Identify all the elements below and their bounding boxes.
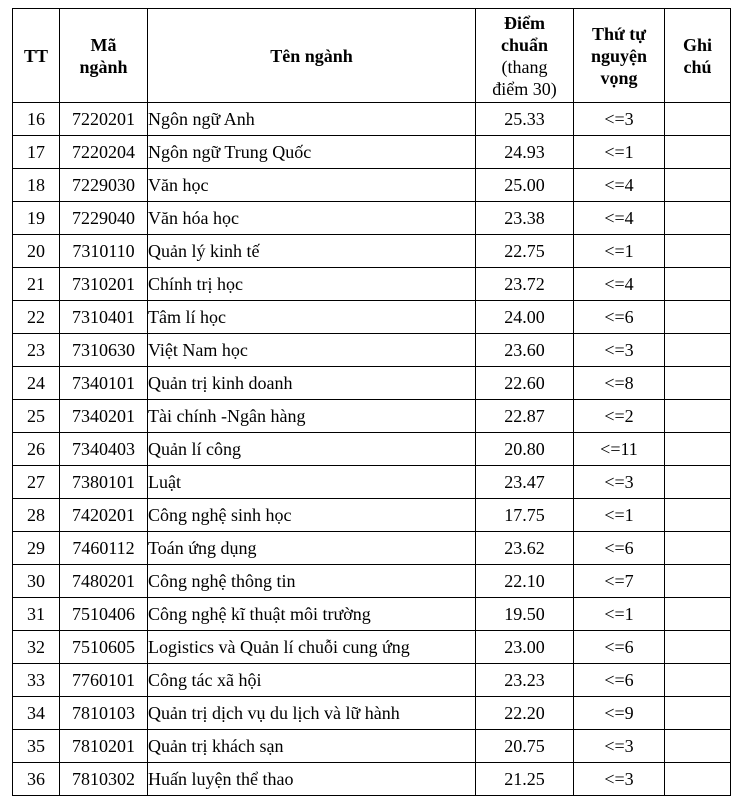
row-tt-cell: 24 [13, 367, 60, 400]
table-row [13, 532, 731, 565]
table-row [13, 136, 731, 169]
wish-order-cell: <=6 [574, 664, 665, 697]
major-name-cell: Văn hóa học [148, 202, 476, 235]
cutoff-score-cell: 25.00 [476, 169, 574, 202]
row-tt-cell: 25 [13, 400, 60, 433]
major-code-cell: 7229030 [60, 169, 148, 202]
table-row [13, 400, 731, 433]
cutoff-score-cell: 23.62 [476, 532, 574, 565]
wish-order-cell: <=1 [574, 235, 665, 268]
note-cell [665, 136, 731, 169]
wish-order-cell: <=4 [574, 202, 665, 235]
table-row [13, 169, 731, 202]
table-row [13, 466, 731, 499]
wish-order-cell: <=2 [574, 400, 665, 433]
header-order-line1: Thứ tự [591, 23, 647, 44]
wish-order-cell: <=3 [574, 730, 665, 763]
cutoff-score-cell: 19.50 [476, 598, 574, 631]
wish-order-cell: <=6 [574, 631, 665, 664]
note-cell [665, 301, 731, 334]
row-tt-cell: 28 [13, 499, 60, 532]
wish-order-cell: <=4 [574, 268, 665, 301]
major-name-cell: Quản trị khách sạn [148, 730, 476, 763]
wish-order-cell: <=1 [574, 499, 665, 532]
table-row [13, 730, 731, 763]
table-row [13, 367, 731, 400]
header-code [60, 9, 148, 103]
major-code-cell: 7460112 [60, 532, 148, 565]
major-code-cell: 7310110 [60, 235, 148, 268]
major-name-cell: Việt Nam học [148, 334, 476, 367]
major-name-cell: Công nghệ sinh học [148, 499, 476, 532]
row-tt-cell: 30 [13, 565, 60, 598]
major-code-cell: 7810201 [60, 730, 148, 763]
major-code-cell: 7220204 [60, 136, 148, 169]
major-code-cell: 7510406 [60, 598, 148, 631]
table-row [13, 763, 731, 796]
table-row [13, 268, 731, 301]
row-tt-cell: 19 [13, 202, 60, 235]
major-name-cell: Công nghệ kĩ thuật môi trường [148, 598, 476, 631]
cutoff-score-cell: 20.75 [476, 730, 574, 763]
note-cell [665, 631, 731, 664]
row-tt-cell: 32 [13, 631, 60, 664]
note-cell [665, 697, 731, 730]
row-tt-cell: 33 [13, 664, 60, 697]
note-cell [665, 532, 731, 565]
major-name-cell: Ngôn ngữ Anh [148, 103, 476, 136]
wish-order-cell: <=3 [574, 466, 665, 499]
major-name-cell: Huấn luyện thể thao [148, 763, 476, 796]
table-body [13, 103, 731, 796]
header-tt-text: TT [23, 45, 48, 66]
header-note-line1: Ghi [682, 34, 712, 55]
header-score-line3: (thang [501, 56, 548, 77]
wish-order-cell: <=6 [574, 301, 665, 334]
cutoff-score-cell: 23.60 [476, 334, 574, 367]
wish-order-cell: <=3 [574, 103, 665, 136]
cutoff-score-cell: 24.00 [476, 301, 574, 334]
note-cell [665, 103, 731, 136]
header-note-line2: chú [683, 56, 712, 77]
table-row [13, 202, 731, 235]
table-row [13, 565, 731, 598]
note-cell [665, 466, 731, 499]
cutoff-score-cell: 22.60 [476, 367, 574, 400]
note-cell [665, 202, 731, 235]
note-cell [665, 334, 731, 367]
major-name-cell: Tâm lí học [148, 301, 476, 334]
note-cell [665, 763, 731, 796]
note-cell [665, 169, 731, 202]
header-code-line2: ngành [79, 56, 128, 77]
note-cell [665, 499, 731, 532]
major-code-cell: 7310201 [60, 268, 148, 301]
major-code-cell: 7810103 [60, 697, 148, 730]
major-name-cell: Toán ứng dụng [148, 532, 476, 565]
header-score-line2: chuẩn [500, 34, 549, 55]
row-tt-cell: 21 [13, 268, 60, 301]
header-order-line3: vọng [600, 67, 638, 88]
table-row [13, 433, 731, 466]
cutoff-score-cell: 23.72 [476, 268, 574, 301]
major-code-cell: 7420201 [60, 499, 148, 532]
note-cell [665, 730, 731, 763]
major-name-cell: Văn học [148, 169, 476, 202]
cutoff-score-cell: 23.23 [476, 664, 574, 697]
header-order-line2: nguyện [590, 45, 648, 66]
note-cell [665, 565, 731, 598]
cutoff-score-cell: 20.80 [476, 433, 574, 466]
row-tt-cell: 18 [13, 169, 60, 202]
major-code-cell: 7220201 [60, 103, 148, 136]
major-code-cell: 7760101 [60, 664, 148, 697]
major-name-cell: Tài chính -Ngân hàng [148, 400, 476, 433]
cutoff-score-cell: 22.75 [476, 235, 574, 268]
table-row [13, 235, 731, 268]
row-tt-cell: 22 [13, 301, 60, 334]
row-tt-cell: 23 [13, 334, 60, 367]
table-row [13, 103, 731, 136]
note-cell [665, 433, 731, 466]
header-score-line1: Điểm [504, 12, 545, 33]
major-code-cell: 7810302 [60, 763, 148, 796]
row-tt-cell: 20 [13, 235, 60, 268]
row-tt-cell: 29 [13, 532, 60, 565]
major-code-cell: 7310401 [60, 301, 148, 334]
note-cell [665, 400, 731, 433]
major-code-cell: 7310630 [60, 334, 148, 367]
cutoff-score-cell: 25.33 [476, 103, 574, 136]
wish-order-cell: <=6 [574, 532, 665, 565]
cutoff-score-cell: 17.75 [476, 499, 574, 532]
header-score-line4: điểm 30) [492, 78, 557, 99]
row-tt-cell: 26 [13, 433, 60, 466]
wish-order-cell: <=3 [574, 334, 665, 367]
wish-order-cell: <=4 [574, 169, 665, 202]
header-order [574, 9, 665, 103]
wish-order-cell: <=1 [574, 136, 665, 169]
wish-order-cell: <=7 [574, 565, 665, 598]
major-name-cell: Công tác xã hội [148, 664, 476, 697]
table-header-row [13, 9, 731, 103]
wish-order-cell: <=8 [574, 367, 665, 400]
wish-order-cell: <=1 [574, 598, 665, 631]
major-code-cell: 7340403 [60, 433, 148, 466]
major-code-cell: 7229040 [60, 202, 148, 235]
cutoff-score-cell: 22.20 [476, 697, 574, 730]
note-cell [665, 268, 731, 301]
major-name-cell: Công nghệ thông tin [148, 565, 476, 598]
header-note [665, 9, 731, 103]
cutoff-score-cell: 22.10 [476, 565, 574, 598]
row-tt-cell: 27 [13, 466, 60, 499]
note-cell [665, 598, 731, 631]
table-row [13, 631, 731, 664]
cutoff-score-cell: 21.25 [476, 763, 574, 796]
note-cell [665, 367, 731, 400]
header-code-line1: Mã [90, 34, 117, 55]
row-tt-cell: 17 [13, 136, 60, 169]
admission-score-table [12, 8, 731, 796]
row-tt-cell: 36 [13, 763, 60, 796]
row-tt-cell: 16 [13, 103, 60, 136]
header-name [148, 9, 476, 103]
table-row [13, 598, 731, 631]
major-code-cell: 7340201 [60, 400, 148, 433]
table-row [13, 664, 731, 697]
header-tt [13, 9, 60, 103]
cutoff-score-cell: 23.38 [476, 202, 574, 235]
row-tt-cell: 34 [13, 697, 60, 730]
major-code-cell: 7340101 [60, 367, 148, 400]
wish-order-cell: <=11 [574, 433, 665, 466]
wish-order-cell: <=3 [574, 763, 665, 796]
major-code-cell: 7510605 [60, 631, 148, 664]
major-name-cell: Luật [148, 466, 476, 499]
major-name-cell: Quản lý kinh tế [148, 235, 476, 268]
major-code-cell: 7480201 [60, 565, 148, 598]
table-row [13, 301, 731, 334]
cutoff-score-cell: 24.93 [476, 136, 574, 169]
row-tt-cell: 31 [13, 598, 60, 631]
row-tt-cell: 35 [13, 730, 60, 763]
major-code-cell: 7380101 [60, 466, 148, 499]
major-name-cell: Quản lí công [148, 433, 476, 466]
wish-order-cell: <=9 [574, 697, 665, 730]
major-name-cell: Logistics và Quản lí chuỗi cung ứng [148, 631, 476, 664]
table-row [13, 697, 731, 730]
cutoff-score-cell: 22.87 [476, 400, 574, 433]
table-row [13, 499, 731, 532]
note-cell [665, 664, 731, 697]
major-name-cell: Quản trị kinh doanh [148, 367, 476, 400]
cutoff-score-cell: 23.00 [476, 631, 574, 664]
header-score [476, 9, 574, 103]
major-name-cell: Quản trị dịch vụ du lịch và lữ hành [148, 697, 476, 730]
table-row [13, 334, 731, 367]
major-name-cell: Chính trị học [148, 268, 476, 301]
note-cell [665, 235, 731, 268]
header-name-text: Tên ngành [270, 45, 353, 66]
cutoff-score-cell: 23.47 [476, 466, 574, 499]
major-name-cell: Ngôn ngữ Trung Quốc [148, 136, 476, 169]
